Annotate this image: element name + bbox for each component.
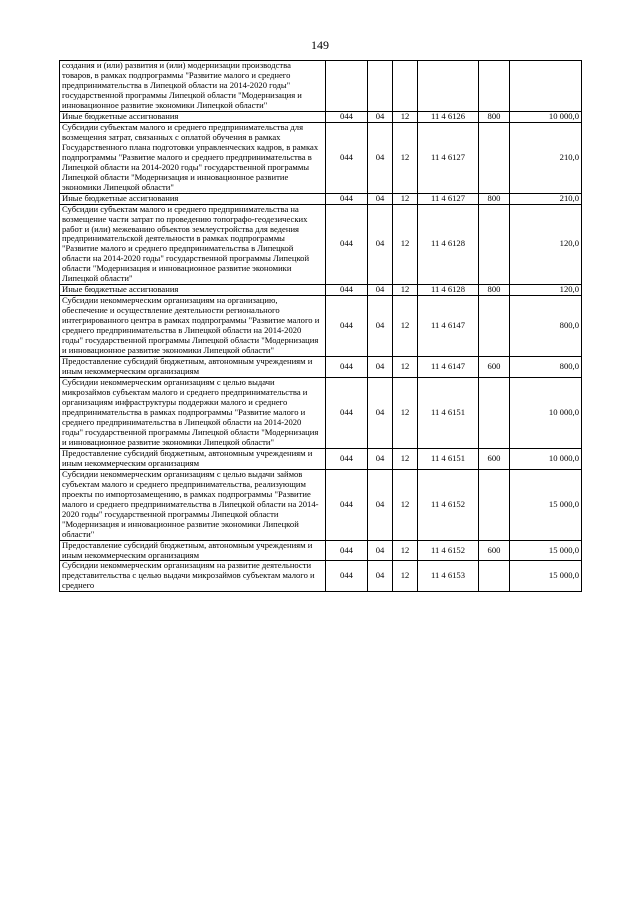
row-amount: 15 000,0	[510, 469, 582, 540]
row-description: Предоставление субсидий бюджетным, автономным учреждениям и иным некоммерческим организациям	[60, 357, 326, 378]
row-target-article: 11 4 6153	[418, 561, 479, 592]
row-amount: 10 000,0	[510, 448, 582, 469]
row-admin-code: 044	[326, 111, 368, 122]
row-expense-type: 600	[479, 540, 510, 561]
row-description: Иные бюджетные ассигнования	[60, 193, 326, 204]
page-number: 149	[311, 38, 329, 52]
row-expense-type	[479, 378, 510, 449]
row-expense-type: 800	[479, 193, 510, 204]
row-amount: 120,0	[510, 285, 582, 296]
row-section-code: 04	[368, 122, 393, 193]
row-section-code: 04	[368, 469, 393, 540]
row-expense-type: 600	[479, 448, 510, 469]
row-section-code: 04	[368, 111, 393, 122]
row-admin-code: 044	[326, 469, 368, 540]
row-target-article: 11 4 6152	[418, 469, 479, 540]
table-row	[60, 285, 582, 296]
row-subsection-code: 12	[393, 193, 418, 204]
row-section-code: 04	[368, 561, 393, 592]
row-subsection-code: 12	[393, 561, 418, 592]
row-subsection-code: 12	[393, 296, 418, 357]
row-description: создания и (или) развития и (или) модернизации производства товаров, в рамках подпрограммы "Развитие малого и среднего предпринимательства в Липецкой области на 2014-2020 годы" государственной программы Липецкой области "Модернизация и инновационное развитие экономики Липецкой области"	[60, 61, 326, 112]
row-admin-code: 044	[326, 296, 368, 357]
row-description: Субсидии некоммерческим организациям с целью выдачи займов субъектам малого и среднего предпринимательства, реализующим проекты по импортозамещению, в рамках подпрограммы "Развитие малого и среднего предпринимательства в Липецкой области на 2014-2020 годы" государственной программы Липецкой области "Модернизация и инновационное развитие экономики Липецкой области"	[60, 469, 326, 540]
row-amount: 800,0	[510, 357, 582, 378]
table-row	[60, 561, 582, 592]
row-amount: 10 000,0	[510, 378, 582, 449]
row-admin-code: 044	[326, 122, 368, 193]
row-subsection-code: 12	[393, 204, 418, 285]
row-amount	[510, 61, 582, 112]
row-subsection-code: 12	[393, 357, 418, 378]
row-subsection-code: 12	[393, 469, 418, 540]
row-admin-code: 044	[326, 378, 368, 449]
row-section-code: 04	[368, 193, 393, 204]
row-description: Предоставление субсидий бюджетным, автономным учреждениям и иным некоммерческим организациям	[60, 540, 326, 561]
row-section-code: 04	[368, 296, 393, 357]
row-section-code: 04	[368, 378, 393, 449]
row-target-article: 11 4 6127	[418, 193, 479, 204]
row-target-article: 11 4 6147	[418, 357, 479, 378]
row-target-article: 11 4 6151	[418, 448, 479, 469]
row-target-article: 11 4 6152	[418, 540, 479, 561]
row-expense-type	[479, 469, 510, 540]
row-admin-code: 044	[326, 193, 368, 204]
table-row	[60, 204, 582, 285]
row-subsection-code: 12	[393, 285, 418, 296]
row-admin-code: 044	[326, 540, 368, 561]
row-description: Иные бюджетные ассигнования	[60, 111, 326, 122]
row-amount: 10 000,0	[510, 111, 582, 122]
row-section-code: 04	[368, 357, 393, 378]
budget-table-body	[60, 61, 582, 592]
table-row	[60, 122, 582, 193]
row-section-code: 04	[368, 540, 393, 561]
row-description: Субсидии некоммерческим организациям на организацию, обеспечение и осуществление деятельности регионального интегрированного центра в рамках подпрограммы "Развитие малого и среднего предпринимательства в Липецкой области на 2014-2020 годы" государственной программы Липецкой области "Модернизация и инновационное развитие экономики Липецкой области"	[60, 296, 326, 357]
row-amount: 120,0	[510, 204, 582, 285]
table-row	[60, 193, 582, 204]
row-expense-type	[479, 61, 510, 112]
row-description: Субсидии субъектам малого и среднего предпринимательства на возмещение части затрат по проведению топографо-геодезических работ и (или) межеванию объектов землеустройства для ведения предпринимательской деятельности в рамках подпрограммы "Развитие малого и среднего предпринимательства в Липецкой области на 2014-2020 годы" государственной программы Липецкой области "Модернизация и инновационное развитие экономики Липецкой области"	[60, 204, 326, 285]
row-amount: 15 000,0	[510, 540, 582, 561]
row-subsection-code: 12	[393, 111, 418, 122]
table-row	[60, 357, 582, 378]
row-admin-code: 044	[326, 285, 368, 296]
row-expense-type: 800	[479, 111, 510, 122]
row-admin-code	[326, 61, 368, 112]
row-subsection-code: 12	[393, 540, 418, 561]
row-target-article: 11 4 6128	[418, 285, 479, 296]
row-admin-code: 044	[326, 561, 368, 592]
row-target-article: 11 4 6127	[418, 122, 479, 193]
row-expense-type: 800	[479, 285, 510, 296]
row-section-code: 04	[368, 448, 393, 469]
row-expense-type	[479, 204, 510, 285]
row-subsection-code: 12	[393, 122, 418, 193]
row-subsection-code	[393, 61, 418, 112]
row-target-article: 11 4 6151	[418, 378, 479, 449]
row-amount: 800,0	[510, 296, 582, 357]
budget-table	[59, 60, 582, 592]
row-amount: 210,0	[510, 122, 582, 193]
table-row	[60, 296, 582, 357]
row-target-article	[418, 61, 479, 112]
row-description: Субсидии некоммерческим организациям на развитие деятельности представительства с целью выдачи микрозаймов субъектам малого и среднего	[60, 561, 326, 592]
row-section-code	[368, 61, 393, 112]
row-expense-type: 600	[479, 357, 510, 378]
table-row	[60, 378, 582, 449]
row-amount: 15 000,0	[510, 561, 582, 592]
row-expense-type	[479, 122, 510, 193]
row-expense-type	[479, 561, 510, 592]
row-subsection-code: 12	[393, 378, 418, 449]
row-amount: 210,0	[510, 193, 582, 204]
row-section-code: 04	[368, 285, 393, 296]
row-description: Предоставление субсидий бюджетным, автономным учреждениям и иным некоммерческим организациям	[60, 448, 326, 469]
row-section-code: 04	[368, 204, 393, 285]
row-target-article: 11 4 6126	[418, 111, 479, 122]
row-admin-code: 044	[326, 357, 368, 378]
row-target-article: 11 4 6147	[418, 296, 479, 357]
row-description: Субсидии субъектам малого и среднего предпринимательства для возмещения затрат, связанных с оплатой обучения в рамках Государственного плана подготовки управленческих кадров, в рамках подпрограммы "Развитие малого и среднего предпринимательства в Липецкой области на 2014-2020 годы" государственной программы Липецкой области "Модернизация и инновационное развитие экономики Липецкой области"	[60, 122, 326, 193]
row-expense-type	[479, 296, 510, 357]
row-target-article: 11 4 6128	[418, 204, 479, 285]
row-subsection-code: 12	[393, 448, 418, 469]
row-admin-code: 044	[326, 204, 368, 285]
row-description: Субсидии некоммерческим организациям с целью выдачи микрозаймов субъектам малого и среднего предпринимательства и организациям инфраструктуры поддержки малого и среднего предпринимательства в рамках подпрограммы "Развитие малого и среднего предпринимательства в Липецкой области на 2014-2020 годы" государственной программы Липецкой области "Модернизация и инновационное развитие экономики Липецкой области"	[60, 378, 326, 449]
table-row	[60, 111, 582, 122]
table-row	[60, 61, 582, 112]
table-row	[60, 540, 582, 561]
table-row	[60, 469, 582, 540]
row-admin-code: 044	[326, 448, 368, 469]
table-row	[60, 448, 582, 469]
row-description: Иные бюджетные ассигнования	[60, 285, 326, 296]
